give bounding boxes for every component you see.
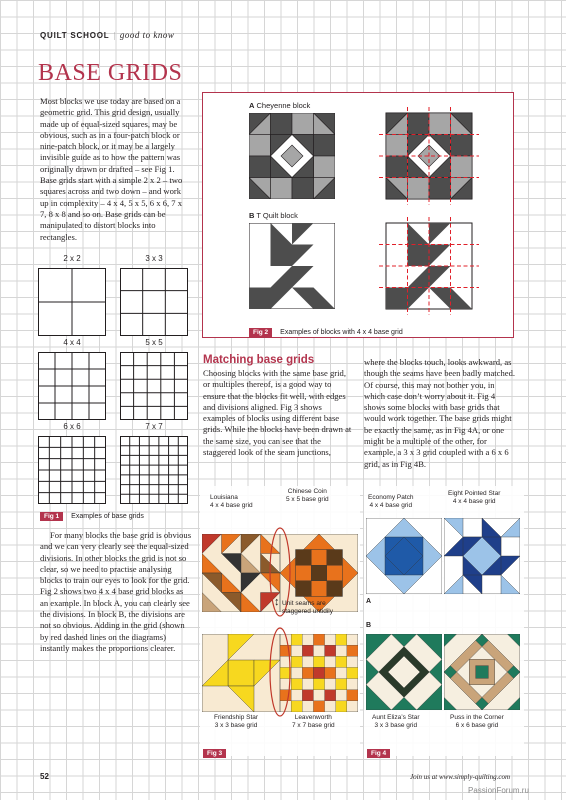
grid-5x5 xyxy=(120,352,188,420)
footer-web: Join us at www.simply-quilting.com xyxy=(410,773,511,781)
cheyenne-block xyxy=(249,113,335,199)
aunt-elizas-star-grid: 3 x 3 base grid xyxy=(374,722,418,729)
eight-pointed-star-label xyxy=(448,490,500,506)
fig1-tag: Fig 1 xyxy=(40,512,63,521)
chinese-coin-label xyxy=(286,488,329,504)
fig2-caption xyxy=(249,321,403,339)
unit-seams-note: Unit seams are staggered untidily xyxy=(282,600,333,615)
fig3-caption xyxy=(203,742,226,760)
section-name: QUILT SCHOOL xyxy=(40,31,110,40)
stagger-ellipse-bottom xyxy=(268,626,292,718)
friendship-star-name: Friendship Star xyxy=(214,714,259,721)
economy-patch-block xyxy=(366,518,442,594)
fig2-label-a-letter: A xyxy=(249,101,255,110)
grid-3x3 xyxy=(120,268,188,336)
chinese-coin-grid: 5 x 5 base grid xyxy=(286,496,329,503)
intro-paragraph: Most blocks we use today are based on a geometric grid. This grid design, usually made up of equal-sized squares, may be obvious, such as in a four-patch block or nine-patch block, or it may be a largely invisible guide as to how the pattern was originally drawn or drafted – see Fig 1. Base grids start with a simple 2 x 2 – two squares across and two down – and work up in complexity – 4 x 4, 5 x 5, 6 x 6, 7 x 7, 8 x 8 and so on. Base grids can be manipulated to distort blocks into rectangles. xyxy=(40,96,183,242)
leavenworth-grid: 7 x 7 base grid xyxy=(292,722,335,729)
eight-pointed-star-grid: 4 x 4 base grid xyxy=(452,498,496,505)
grid-label-3x3: 3 x 3 xyxy=(145,254,163,263)
arrow-up-down-icon: ↕ xyxy=(274,596,280,608)
puss-in-the-corner-name: Puss in the Corner xyxy=(450,714,504,721)
grid-label-6x6: 6 x 6 xyxy=(63,422,81,431)
fig2-label-a xyxy=(249,101,310,110)
grid-label-4x4: 4 x 4 xyxy=(63,338,81,347)
section-subtitle: good to know xyxy=(119,30,175,40)
grid-7x7 xyxy=(120,436,188,504)
matching-col-b: where the blocks touch, looks awkward, as though the seams have been badly matched. Of course, this may not bother you, in which case don’t worry about it. Fig 4 shows some blocks with base grids that would work together. The base grids might be exactly the same, as in Fig 4A, or one might be a multiple of the other, for example, a 3 x 3 grid coupled with a 6 x 6 grid, as in Fig 4B. xyxy=(364,357,516,469)
puss-in-the-corner-grid: 6 x 6 base grid xyxy=(455,722,499,729)
fig4-tag: Fig 4 xyxy=(367,749,390,758)
page-header xyxy=(40,30,174,40)
fig1-caption xyxy=(40,505,144,523)
aunt-elizas-star-label xyxy=(372,714,420,730)
fig1-caption-text: Examples of base grids xyxy=(71,513,144,520)
grid-label-7x7: 7 x 7 xyxy=(145,422,163,431)
matching-col-a: Choosing blocks with the same base grid, or multiples thereof, is a good way to ensure that the blocks fit well, with edges and divisions aligned. Fig 3 shows examples of blocks using different base grids. While the blocks have been drawn at the same size, you can see that the staggered look of the seam junctions, xyxy=(203,368,352,458)
louisiana-grid: 4 x 4 base grid xyxy=(210,502,253,509)
grid-label-5x5: 5 x 5 xyxy=(145,338,163,347)
grid-6x6 xyxy=(38,436,106,504)
eight-pointed-star-name: Eight Pointed Star xyxy=(448,490,501,497)
fig2-label-a-name: Cheyenne block xyxy=(256,101,311,110)
chinese-coin-name: Chinese Coin xyxy=(287,488,327,495)
header-separator: | xyxy=(113,31,116,40)
fig2-label-b xyxy=(249,211,298,220)
aunt-elizas-star-name: Aunt Eliza’s Star xyxy=(372,714,420,721)
economy-patch-grid: 4 x 4 base grid xyxy=(369,502,413,509)
fig2-label-b-name: T Quilt block xyxy=(256,211,298,220)
puss-in-the-corner-label xyxy=(450,714,504,730)
t-quilt-block xyxy=(249,223,335,309)
aunt-elizas-star-block xyxy=(366,634,442,710)
page-title: BASE GRIDS xyxy=(38,60,183,86)
fig2-label-b-letter: B xyxy=(249,211,255,220)
fig4-panel xyxy=(364,486,524,756)
economy-patch-name: Economy Patch xyxy=(368,494,414,501)
grid-label-2x2: 2 x 2 xyxy=(63,254,81,263)
economy-patch-label xyxy=(368,494,414,510)
grid-2x2 xyxy=(38,268,106,336)
eight-pointed-star-block xyxy=(444,518,520,594)
fig4-label-b: B xyxy=(366,622,372,629)
fig3-panel xyxy=(200,486,360,756)
fig4-caption xyxy=(367,742,390,760)
grid-4x4 xyxy=(38,352,106,420)
cheyenne-block-with-grid xyxy=(379,107,479,205)
louisiana-name: Louisiana xyxy=(210,494,238,501)
friendship-star-label xyxy=(214,714,258,730)
fig2-box xyxy=(202,92,514,338)
fig1-grids xyxy=(36,252,196,522)
t-quilt-block-with-grid xyxy=(379,217,479,315)
col1-paragraph-2: For many blocks the base grid is obvious and we can very clearly see the equal-sized divisions. In other blocks the grid is not so clear, so we need to practise analysing blocks to train our eyes to look for the grid. Fig 2 shows two 4 x 4 base grid blocks as an example. In block A, you can clearly see the divisions. In block B, the divisions are not so obvious. Adding in the grid (shown by red dashed lines on the diagrams) instantly makes the proportions clearer. xyxy=(40,530,192,653)
fig3-tag: Fig 3 xyxy=(203,749,226,758)
leavenworth-name: Leavenworth xyxy=(294,714,332,721)
page-number: 52 xyxy=(40,772,49,781)
friendship-star-grid: 3 x 3 base grid xyxy=(214,722,258,729)
puss-in-the-corner-block xyxy=(444,634,520,710)
watermark: PassionForum.ru xyxy=(468,786,529,795)
louisiana-label xyxy=(210,494,253,510)
leavenworth-label xyxy=(292,714,335,730)
fig2-caption-text: Examples of blocks with 4 x 4 base grid xyxy=(280,329,403,336)
fig4-label-a: A xyxy=(366,598,372,605)
fig2-tag: Fig 2 xyxy=(249,328,272,337)
matching-heading: Matching base grids xyxy=(203,354,315,366)
